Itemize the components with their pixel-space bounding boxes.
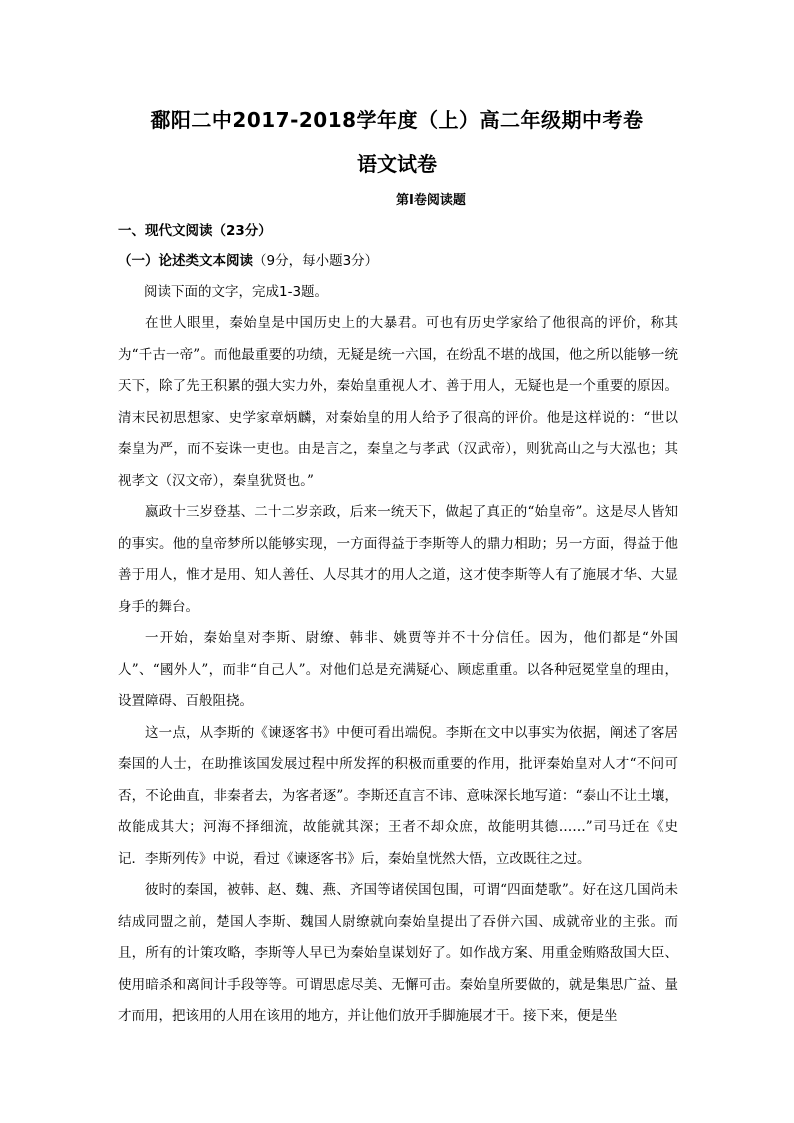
exam-title: 鄱阳二中2017-2018学年度（上）高二年级期中考卷 bbox=[150, 108, 644, 132]
passage-paragraph: 嬴政十三岁登基、二十二岁亲政，后来一统天下，做起了真正的“始皇帝”。这是尽人皆知的事实。他的皇帝梦所以能够实现，一方面得益于李斯等人的鼎力相助；另一方面，得益于他善于用人，惟才是用、知人善任、人尽其才的用人之道，这才使李斯等人有了施展才华、大显身手的舞台。 bbox=[118, 504, 678, 615]
passage-paragraph: 这一点，从李斯的《谏逐客书》中便可看出端倪。李斯在文中以事实为依据，阐述了客居秦国的人士，在助推该国发展过程中所发挥的积极而重要的作用，批评秦始皇对人才“不问可否，不论曲直，非秦者去，为客者逐”。李斯还直言不讳、意味深长地写道：“泰山不让土壤，故能成其大；河海不择细流，故能就其深；王者不却众庶，故能明其德……”司马迁在《史记．李斯列传》中说，看过《谏逐客书》后，秦始皇恍然大悟，立改既往之过。 bbox=[118, 724, 678, 867]
subsection-heading-rest: （9分，每小题3分） bbox=[253, 253, 379, 269]
subsection-heading-bold: （一）论述类文本阅读 bbox=[118, 253, 253, 269]
section-heading: 一、现代文阅读（23分） bbox=[118, 223, 272, 239]
passage-paragraph: 在世人眼里，秦始皇是中国历史上的大暴君。可也有历史学家给了他很高的评价，称其为“千古一帝”。而他最重要的功绩，无疑是统一六国，在纷乱不堪的战国，他之所以能够一统天下，除了先王积累的强大实力外，秦始皇重视人才、善于用人，无疑也是一个重要的原因。清末民初思想家、史学家章炳麟，对秦始皇的用人给予了很高的评价。他是这样说的：“世以秦皇为严，而不妄诛一吏也。由是言之，秦皇之与孝武（汉武帝），则犹高山之与大泓也；其视孝文（汉文帝），秦皇犹贤也。” bbox=[118, 315, 678, 489]
part-heading: 第Ⅰ卷阅读题 bbox=[396, 193, 466, 208]
passage-paragraph: 一开始，秦始皇对李斯、尉缭、韩非、姚贾等并不十分信任。因为，他们都是“外国人”、“國外人”，而非“自己人”。对他们总是充满疑心、顾虑重重。以各种冠冕堂皇的理由，设置障碍、百般阻挠。 bbox=[118, 630, 678, 709]
subsection-heading bbox=[118, 249, 378, 269]
passage-paragraph: 彼时的秦国，被韩、赵、魏、燕、齐国等诸侯国包围，可谓“四面楚歌”。好在这几国尚未结成同盟之前，楚国人李斯、魏国人尉缭就向秦始皇提出了吞併六国、成就帝业的主张。而且，所有的计策攻略，李斯等人早已为秦始皇谋划好了。如作战方案、用重金贿赂敌国大臣、使用暗杀和离间计手段等等。可谓思虑尽美、无懈可击。秦始皇所要做的，就是集思广益、量才而用，把该用的人用在该用的地方，并让他们放开手脚施展才干。接下来，便是坐 bbox=[118, 882, 678, 1024]
passage-body bbox=[118, 308, 678, 1033]
exam-subtitle: 语文试卷 bbox=[357, 152, 437, 176]
reading-instruction: 阅读下面的文字，完成1-3题。 bbox=[144, 284, 329, 300]
